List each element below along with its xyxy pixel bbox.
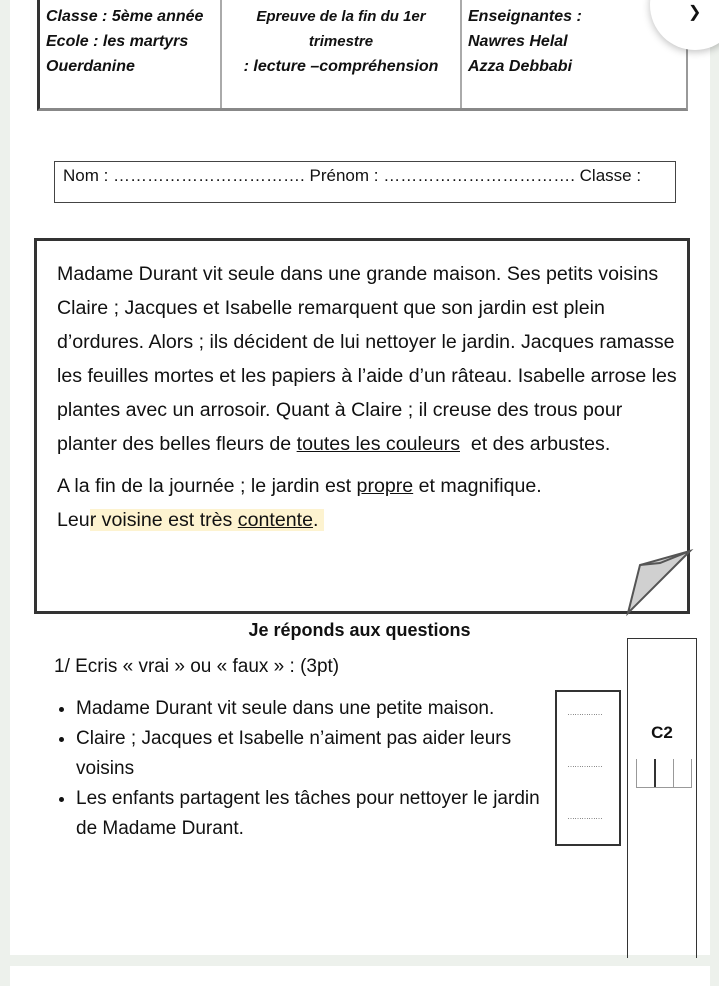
text: Madame Durant vit seule dans une grande maison. Ses petits voisins Claire ; Jacques et Isabelle remarquent que son jardin est plein d’ordures. Alors ; ils décident de lui nettoyer le jardin. Jacques ramasse les feuilles mortes et les papiers à l’aide d’un râteau. Isabelle arrose les plantes avec un arrosoir. Quant à Claire ; il creuse des trous pour planter des belles fleurs de (57, 263, 677, 455)
questions-title: Je réponds aux questions (248, 620, 471, 640)
exam-term: trimestre (308, 33, 374, 50)
exam-title: Epreuve de la fin du 1er (256, 8, 426, 25)
answer-box (555, 690, 621, 846)
score-grid (636, 759, 692, 788)
reading-passage (34, 238, 690, 614)
text: r voisine est très (89, 509, 238, 531)
teacher-name: Nawres Helal (468, 33, 568, 50)
next-page (10, 966, 710, 986)
page-curl-decoration (620, 545, 695, 617)
header-class-school (40, 0, 222, 108)
text: A la fin de la journée ; le jardin est (57, 475, 357, 497)
text: . (312, 509, 324, 531)
text: et magnifique. (413, 475, 542, 497)
true-false-list (52, 694, 566, 844)
text: et des arbustes. (460, 433, 611, 455)
answer-blank-3[interactable]: …………… (567, 812, 602, 821)
answer-blank-1[interactable]: …………… (567, 708, 602, 717)
header-table (37, 0, 688, 111)
passage-paragraph (57, 257, 677, 461)
school-town: Ouerdanine (46, 58, 135, 75)
school-label: Ecole : les martyrs (46, 33, 189, 50)
class-label: Classe : 5ème année (46, 8, 204, 25)
highlighted-text (90, 509, 324, 531)
underlined-text: propre (356, 475, 414, 497)
underlined-text: toutes les couleurs (296, 433, 460, 455)
grading-column (627, 638, 697, 958)
chevron-down-icon: ❯ (688, 4, 702, 21)
list-item: • Madame Durant vit seule dans une petite maison. (76, 694, 566, 724)
header-exam (222, 0, 462, 108)
exam-subject: : lecture –compréhension (243, 58, 439, 75)
passage-paragraph (57, 469, 677, 537)
student-info-box: Nom : ……………………………. Prénom : ……………………………. Classe : (54, 161, 676, 203)
underlined-text: contente (237, 509, 313, 531)
text: Leu (57, 509, 90, 531)
teacher-name: Azza Debbabi (468, 58, 573, 75)
criterion-label: C2 (651, 723, 673, 742)
question-1-label: 1/ Ecris « vrai » ou « faux » : (3pt) (54, 656, 340, 677)
answer-blank-2[interactable]: …………… (567, 760, 602, 769)
list-item: • Claire ; Jacques et Isabelle n’aiment pas aider leurs voisins (76, 724, 566, 784)
teachers-label: Enseignantes : (468, 8, 582, 25)
list-item: • Les enfants partagent les tâches pour nettoyer le jardin de Madame Durant. (76, 784, 566, 844)
